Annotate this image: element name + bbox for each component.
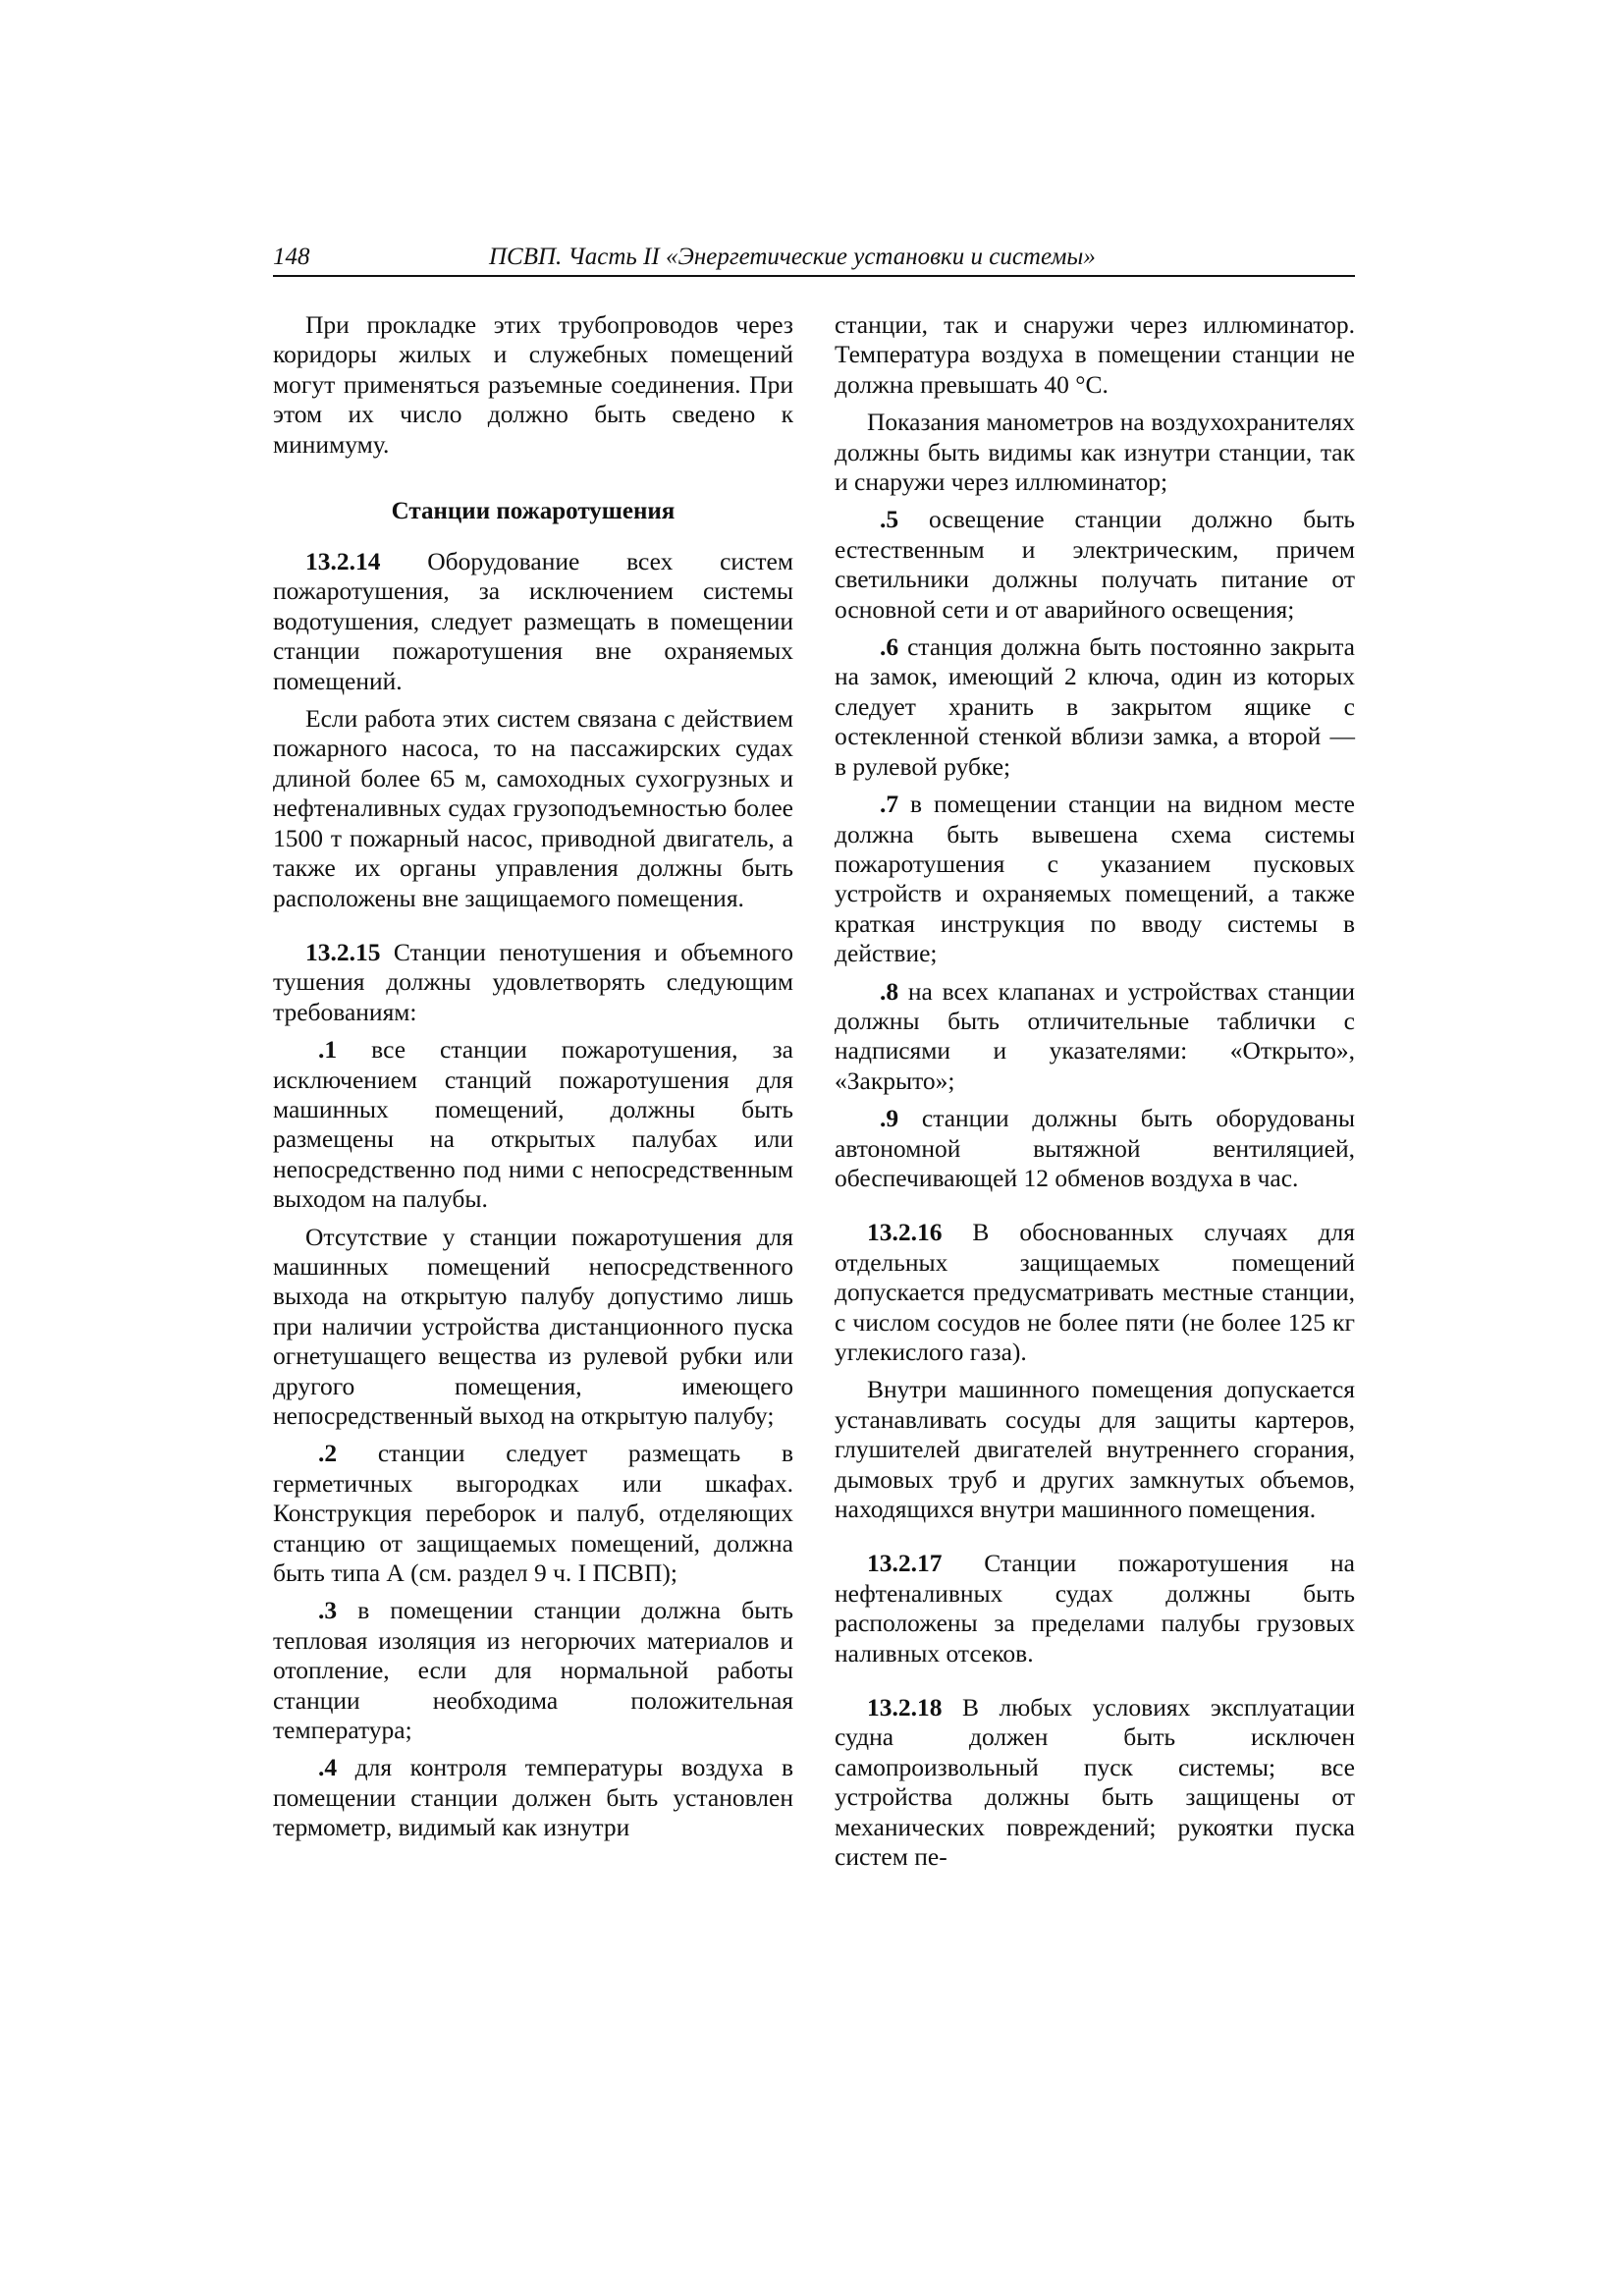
item-text: в помещении станции на видном месте должна быть вывешена схема системы пожаротушения с указанием пусковых устройств и охраняемых помещений, а также краткая инструкция по вводу системы в действие; [835,790,1355,968]
clause-number: 13.2.16 [867,1218,943,1247]
clause-13-2-18 [835,1693,1355,1872]
item-text: для контроля температуры воздуха в помещении станции должен быть установлен термометр, видимый как изнутри [273,1753,793,1842]
clause-text: Оборудование всех систем пожаротушения, за исключением системы водотушения, следует размещать в помещении станции пожаротушения вне охраняемых помещений. [273,547,793,695]
list-item-1 [273,1035,793,1214]
item-number: .6 [880,632,899,662]
clause-number: 13.2.18 [867,1693,943,1722]
list-item-9 [835,1104,1355,1193]
item-number: .8 [880,976,899,1006]
clause-13-2-16 [835,1218,1355,1367]
clause-text: Станции пенотушения и объемного тушения должны удовлетворять следующим требованиям: [273,937,793,1026]
clause-13-2-14 [273,547,793,696]
item-text: освещение станции должно быть естественным и электрическим, причем светильники должны получать питание от основной сети и от аварийного освещения; [835,505,1355,624]
item-number: .1 [318,1035,338,1065]
paragraph: Если работа этих систем связана с действием пожарного насоса, то на пассажирских судах длиной более 65 м, самоходных сухогрузных и нефтеналивных судах грузоподъемностью более 1500 т пожарный насос, приводной двигатель, а также их органы управления должны быть расположены вне защищаемого помещения. [273,704,793,912]
clause-13-2-17 [835,1549,1355,1668]
item-text: на всех клапанах и устройствах станции должны быть отличительные таблички с надписями и указателями: «Открыто», «Закрыто»; [835,976,1355,1095]
list-item-4 [273,1753,793,1842]
item-number: .3 [318,1596,338,1625]
list-item-2 [273,1439,793,1588]
paragraph: При прокладке этих трубопроводов через коридоры жилых и служебных помещений могут применяться разъемные соединения. При этом их число должно быть сведено к минимуму. [273,310,793,459]
clause-text: Станции пожаротушения на нефтеналивных судах должны быть расположены за пределами палубы грузовых наливных отсеков. [835,1549,1355,1667]
clause-13-2-15 [273,938,793,1027]
section-heading: Станции пожаротушения [391,498,676,525]
item-text: станции следует размещать в герметичных выгородках или шкафах. Конструкция переборок и палуб, отделяющих станцию от защищаемых помещений, должна быть типа А (см. раздел 9 ч. I ПСВП); [273,1439,793,1588]
list-item-6 [835,632,1355,782]
item-number: .4 [318,1753,338,1782]
paragraph: Отсутствие у станции пожаротушения для машинных помещений непосредственного выхода на открытую палубу допустимо лишь при наличии устройства дистанционного пуска огнетушащего вещества из рулевой рубки или другого помещения, имеющего непосредственный выход на открытую палубу; [273,1222,793,1430]
item-number: .5 [880,505,899,534]
list-item-8 [835,977,1355,1097]
left-column [273,310,793,1851]
running-header [273,240,1355,277]
right-column [835,310,1355,1881]
item-number: .2 [318,1439,338,1468]
paragraph: Показания манометров на воздухохранителях должны быть видимы как изнутри станции, так и снаружи через иллюминатор; [835,408,1355,497]
list-item-5 [835,505,1355,625]
running-title: ПСВП. Часть II «Энергетические установки и системы» [489,244,1096,270]
item-number: .7 [880,790,899,819]
list-item-3 [273,1596,793,1745]
paragraph: станции, так и снаружи через иллюминатор. Температура воздуха в помещении станции не должна превышать 40 °С. [835,310,1355,399]
clause-text: В любых условиях эксплуатации судна должен быть исключен самопроизвольный пуск системы; все устройства должны быть защищены от механических повреждений; рукоятки пуска систем пе- [835,1693,1355,1872]
clause-number: 13.2.15 [305,937,381,966]
clause-number: 13.2.17 [867,1549,943,1578]
item-text: станция должна быть постоянно закрыта на замок, имеющий 2 ключа, один из которых следует хранить в закрытом ящике с остекленной стенкой вблизи замка, а второй — в рулевой рубке; [835,632,1355,781]
item-text: станции должны быть оборудованы автономной вытяжной вентиляцией, обеспечивающей 12 обменов воздуха в час. [835,1104,1355,1192]
clause-text: В обоснованных случаях для отдельных защищаемых помещений допускается предусматривать местные станции, с числом сосудов не более пяти (не более 125 кг углекислого газа). [835,1218,1355,1366]
paragraph: Внутри машинного помещения допускается устанавливать сосуды для защиты картеров, глушителей двигателей внутреннего сгорания, дымовых труб и других замкнутых объемов, находящихся внутри машинного помещения. [835,1375,1355,1524]
clause-number: 13.2.14 [305,547,381,576]
item-number: .9 [880,1104,899,1133]
item-text: в помещении станции должна быть тепловая изоляция из негорючих материалов и отопление, если для нормальной работы станции необходима положительная температура; [273,1596,793,1745]
page-number: 148 [273,244,310,270]
item-text: все станции пожаротушения, за исключением станций пожаротушения для машинных помещений, должны быть размещены на открытых палубах или непосредственно под ними с непосредственным выходом на палубы. [273,1035,793,1214]
list-item-7 [835,790,1355,968]
